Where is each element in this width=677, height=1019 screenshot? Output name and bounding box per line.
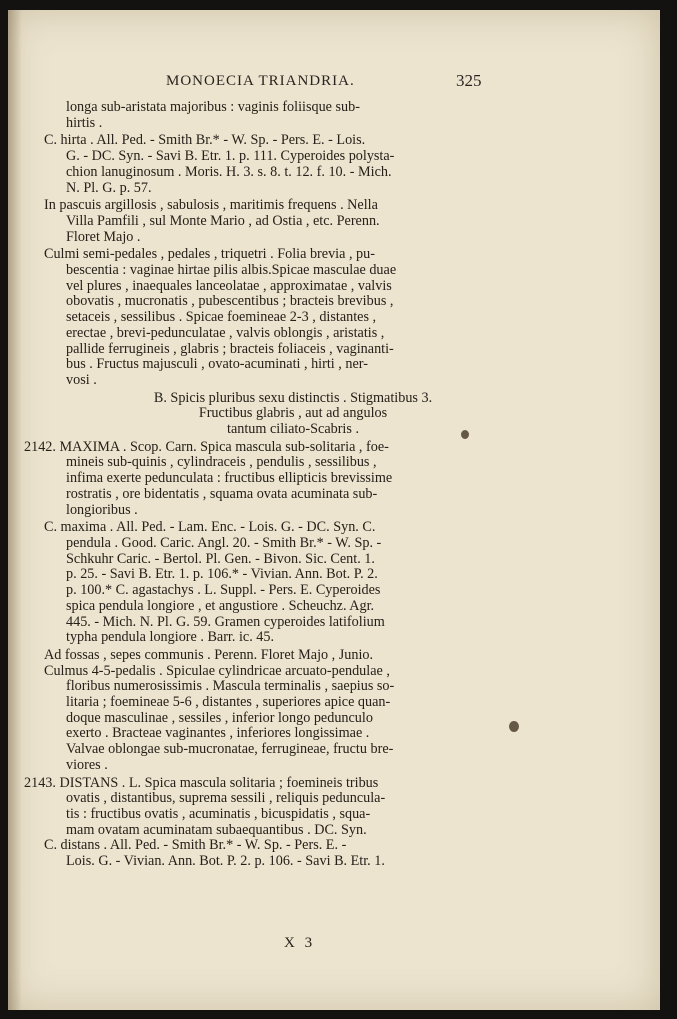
text-line: longa sub-aristata majoribus : vaginis foliisque sub- — [66, 99, 360, 115]
text-line: p. 25. - Savi B. Etr. 1. p. 106.* - Vivian. Ann. Bot. P. 2. — [66, 566, 378, 583]
text-line: In pascuis argillosis , sabulosis , maritimis frequens . Nella — [44, 197, 378, 214]
text-line: 445. - Mich. N. Pl. G. 59. Gramen cyperoides latifolium — [66, 613, 385, 630]
text-line: C. maxima . All. Ped. - Lam. Enc. - Lois. G. - DC. Syn. C. — [44, 519, 376, 536]
book-page — [8, 10, 660, 1010]
text-line: hirtis . — [66, 114, 103, 131]
text-line: tis : fructibus ovatis , acuminatis , bicuspidatis , squa- — [66, 805, 371, 822]
text-line: exerto . Bracteae vaginantes , inferiores longissimae . — [66, 725, 370, 742]
text-line: typha pendula longiore . Barr. ic. 45. — [66, 629, 275, 646]
text-line: Schkuhr Caric. - Bertol. Pl. Gen. - Bivon. Sic. Cent. 1. — [66, 550, 375, 567]
text-line: spica pendula longiore , et angustiore . Scheuchz. Agr. — [66, 597, 375, 614]
text-line: doque masculinae , sessiles , inferior longo pedunculo — [66, 709, 373, 726]
text-line: mam ovatam acuminatam subaequantibus . DC. Syn. — [66, 821, 367, 838]
variety-heading: B. Spicis pluribus sexu distinctis . Stigmatibus 3. — [153, 389, 433, 406]
text-line: C. hirta . All. Ped. - Smith Br.* - W. Sp. - Pers. E. - Lois. — [44, 132, 366, 149]
text-line: Floret Majo . — [66, 228, 141, 245]
signature-mark: X 3 — [284, 935, 316, 951]
text-line: Villa Pamfili , sul Monte Mario , ad Ostia , etc. Perenn. — [66, 212, 380, 229]
text-line: mineis sub-quinis , cylindraceis , pendulis , sessilibus , — [66, 454, 377, 471]
text-line: Fructibus glabris , aut ad angulos — [198, 405, 388, 422]
text-line: vosi . — [66, 371, 97, 388]
text-line: N. Pl. G. p. 57. — [66, 179, 152, 196]
text-line: ovatis , distantibus, suprema sessili , reliquis peduncula- — [66, 790, 386, 807]
text-line: obovatis , mucronatis , pubescentibus ; bracteis brevibus , — [66, 293, 394, 310]
text-line: Culmus 4-5-pedalis . Spiculae cylindricae arcuato-pendulae , — [44, 662, 390, 679]
text-line: litaria ; foemineae 5-6 , distantes , superiores apice quan- — [66, 694, 391, 711]
page-number: 325 — [456, 71, 482, 90]
page-header — [8, 73, 660, 97]
text-line: Culmi semi-pedales , pedales , triquetri . Folia brevia , pu- — [44, 246, 375, 263]
text-line: tantum ciliato-Scabris . — [227, 421, 359, 438]
page-body — [24, 99, 512, 870]
text-line: infima exerte pedunculata : fructibus ellipticis brevissime — [66, 470, 393, 487]
text-line: Valvae oblongae sub-mucronatae, ferrugineae, fructu bre- — [66, 741, 394, 758]
species-entry-2143: 2143. DISTANS . L. Spica mascula solitaria ; foemineis tribus — [24, 774, 379, 791]
text-line: C. distans . All. Ped. - Smith Br.* - W. Sp. - Pers. E. - — [44, 837, 347, 854]
ink-spot — [509, 721, 519, 732]
text-line: erectae , brevi-pedunculatae , valvis oblongis , aristatis , — [66, 324, 385, 341]
text-line: pendula . Good. Caric. Angl. 20. - Smith Br.* - W. Sp. - — [66, 534, 382, 551]
text-line: bus . Fructus majusculi , ovato-acuminati , hirti , ner- — [66, 356, 368, 373]
text-line: p. 100.* C. agastachys . L. Suppl. - Pers. E. Cyperoides — [66, 582, 381, 599]
text-line: pallide ferrugineis , glabris ; bracteis foliaceis , vaginanti- — [66, 340, 394, 357]
text-line: Ad fossas , sepes communis . Perenn. Floret Majo , Junio. — [44, 646, 374, 663]
page-gutter-shadow — [8, 10, 22, 1010]
text-line: vel plures , inaequales lanceolatae , approximatae , valvis — [66, 277, 392, 294]
text-line: Lois. G. - Vivian. Ann. Bot. P. 2. p. 106. - Savi B. Etr. 1. — [66, 853, 385, 870]
text-line: chion lanuginosum . Moris. H. 3. s. 8. t. 12. f. 10. - Mich. — [66, 163, 392, 180]
species-entry-2142: 2142. MAXIMA . Scop. Carn. Spica mascula sub-solitaria , foe- — [24, 438, 389, 455]
text-line: rostratis , ore bidentatis , squama ovata acuminata sub- — [66, 485, 378, 502]
text-line: floribus numerosissimis . Mascula terminalis , saepius so- — [66, 678, 395, 695]
text-line: longioribus . — [66, 501, 138, 518]
text-line: G. - DC. Syn. - Savi B. Etr. 1. p. 111. Cyperoides polysta- — [66, 148, 395, 165]
text-line: viores . — [66, 756, 108, 773]
text-line: setaceis , sessilibus . Spicae foemineae 2-3 , distantes , — [66, 309, 377, 326]
running-title: MONOECIA TRIANDRIA. — [166, 73, 355, 89]
text-line: bescentia : vaginae hirtae pilis albis.Spicae masculae duae — [66, 262, 397, 279]
ink-spot — [461, 430, 469, 439]
